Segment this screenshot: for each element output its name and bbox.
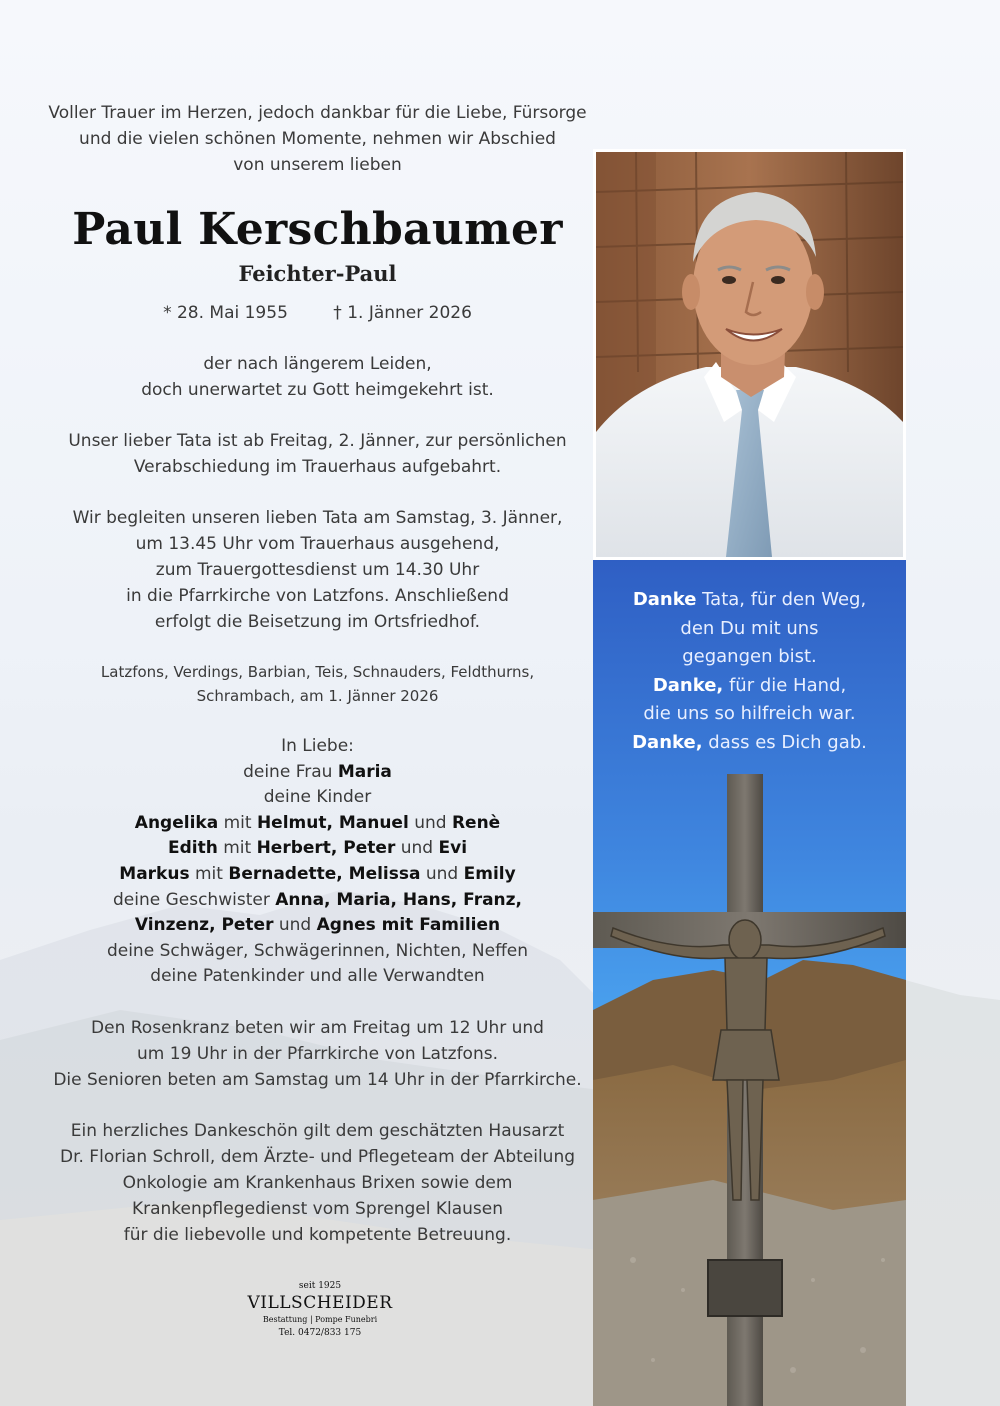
memorial-poem	[593, 586, 906, 758]
logo-brand: VILLSCHEIDER	[247, 1293, 393, 1313]
intro-line: und die vielen schönen Momente, nehmen wir Abschied	[79, 129, 556, 149]
text-span: und	[395, 838, 439, 859]
poem-line: die uns so hilfreich war.	[643, 703, 856, 725]
text-line: Dr. Florian Schroll, dem Ärzte- und Pflegeteam der Abteilung	[59, 1146, 576, 1167]
deceased-name: Paul Kerschbaumer	[72, 204, 563, 255]
text-line: Die Senioren beten am Samstag um 14 Uhr in der Pfarrkirche.	[53, 1069, 582, 1090]
relative-names: Helmut, Manuel	[256, 812, 409, 833]
child-line	[40, 836, 595, 862]
mourners-list	[40, 734, 595, 990]
logo-subtitle: Bestattung | Pompe Funebri	[262, 1315, 378, 1324]
text-span: mit	[217, 838, 257, 859]
child-line	[40, 811, 595, 837]
memorial-panel	[593, 560, 906, 1406]
relative-names: Bernadette, Melissa	[228, 863, 421, 884]
intro-line: Voller Trauer im Herzen, jedoch dankbar für die Liebe, Fürsorge	[48, 103, 587, 123]
text-line: erfolgt die Beisetzung im Ortsfriedhof.	[154, 612, 481, 632]
poem-line	[593, 729, 906, 758]
wife-line	[40, 760, 595, 786]
relative-names: Herbert, Peter	[256, 838, 396, 859]
sibling-names: Anna, Maria, Hans, Franz,	[275, 889, 523, 910]
logo-phone: Tel. 0472/833 175	[278, 1328, 362, 1338]
text-line: Den Rosenkranz beten wir am Freitag um 12 Uhr und	[91, 1017, 544, 1038]
sibling-names: Agnes mit Familien	[316, 915, 501, 936]
text-line: um 19 Uhr in der Pfarrkirche von Latzfons.	[137, 1043, 498, 1064]
intro-line: von unserem lieben	[233, 155, 402, 175]
text-line: Verabschiedung im Trauerhaus aufgebahrt.	[133, 457, 502, 477]
child-line	[40, 862, 595, 888]
logo-since: seit 1925	[298, 1281, 342, 1291]
siblings-line	[40, 913, 595, 939]
child-name: Edith	[167, 838, 218, 859]
funeral-text	[40, 505, 595, 635]
obituary-text	[40, 100, 595, 1248]
text-line: Schrambach, am 1. Jänner 2026	[196, 687, 439, 705]
wife-name: Maria	[337, 761, 392, 782]
deceased-nickname: Feichter-Paul	[238, 261, 397, 286]
portrait-photo	[593, 149, 906, 560]
text-line: deine Kinder	[263, 787, 372, 808]
text-span: und	[420, 863, 464, 884]
text-line: zum Trauergottesdienst um 14.30 Uhr	[155, 560, 480, 580]
text-line: Onkologie am Krankenhaus Brixen sowie dem	[122, 1172, 513, 1193]
siblings-line	[40, 888, 595, 914]
passing-text	[40, 351, 595, 403]
relative-names: Emily	[463, 863, 516, 884]
sibling-names: Vinzenz, Peter	[134, 915, 274, 936]
death-date: † 1. Jänner 2026	[333, 303, 472, 323]
text-line: doch unerwartet zu Gott heimgekehrt ist.	[141, 380, 494, 400]
text-line: deine Patenkinder und alle Verwandten	[150, 966, 485, 987]
poem-emphasis: Danke,	[632, 731, 703, 753]
text-line: für die liebevolle und kompetente Betreuung.	[123, 1224, 512, 1245]
text-line: Wir begleiten unseren lieben Tata am Samstag, 3. Jänner,	[72, 508, 563, 528]
text-span: mit	[218, 812, 257, 833]
text-span: deine Geschwister	[112, 889, 276, 910]
poem-line: gegangen bist.	[682, 646, 817, 668]
poem-line	[593, 586, 906, 615]
life-dates	[40, 300, 595, 326]
text-span: dass es Dich gab.	[702, 731, 867, 753]
text-span: mit	[189, 863, 229, 884]
poem-line	[593, 672, 906, 701]
relative-names: Evi	[438, 838, 468, 859]
poem-line: den Du mit uns	[680, 617, 819, 639]
child-name: Angelika	[134, 812, 219, 833]
intro-text	[40, 100, 595, 178]
birth-date: * 28. Mai 1955	[163, 303, 288, 323]
text-line: Latzfons, Verdings, Barbian, Teis, Schnauders, Feldthurns,	[100, 663, 535, 681]
text-line: Ein herzliches Dankeschön gilt dem geschätzten Hausarzt	[70, 1120, 565, 1141]
text-line: In Liebe:	[281, 736, 354, 756]
portrait-image	[596, 152, 903, 557]
text-span: und	[408, 812, 452, 833]
places-date	[40, 660, 595, 708]
relative-names: Renè	[451, 812, 501, 833]
poem-emphasis: Danke,	[652, 674, 724, 696]
thanks-text	[40, 1118, 595, 1248]
rosary-text	[40, 1015, 595, 1093]
text-line: deine Schwäger, Schwägerinnen, Nichten, Neffen	[106, 940, 529, 961]
text-line: um 13.45 Uhr vom Trauerhaus ausgehend,	[135, 534, 500, 554]
text-span: Tata, für den Weg,	[696, 589, 867, 610]
text-span: für die Hand,	[723, 674, 847, 696]
text-line: Unser lieber Tata ist ab Freitag, 2. Jänner, zur persönlichen	[68, 431, 567, 451]
viewing-text	[40, 428, 595, 480]
text-line: der nach längerem Leiden,	[203, 354, 432, 374]
funeral-home-logo	[230, 1280, 410, 1340]
text-line: in die Pfarrkirche von Latzfons. Anschließend	[126, 586, 509, 606]
poem-emphasis: Danke	[632, 589, 697, 610]
child-name: Markus	[119, 863, 190, 884]
text-span: deine Frau	[243, 761, 338, 782]
text-line: Krankenpflegedienst vom Sprengel Klausen	[131, 1198, 504, 1219]
text-span: und	[273, 915, 317, 936]
